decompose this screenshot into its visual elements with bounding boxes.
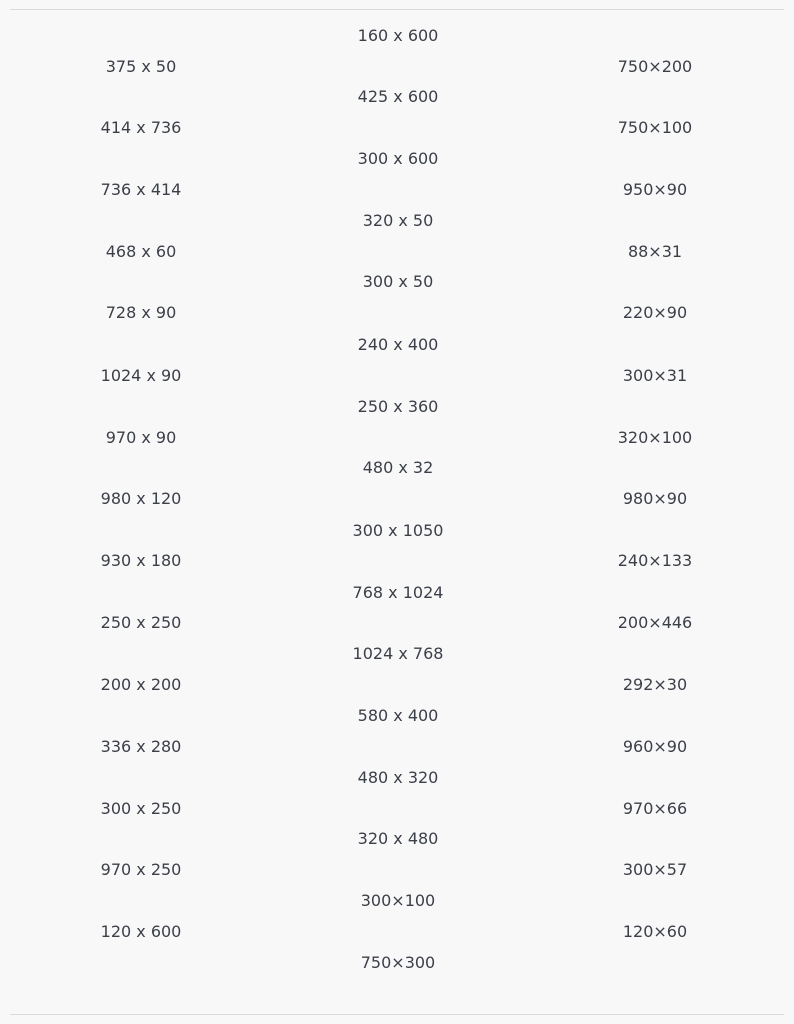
list-item: 300×100 (360, 891, 436, 910)
list-item: 240 x 400 (357, 335, 439, 354)
list-item: 728 x 90 (105, 303, 177, 322)
list-item: 1024 x 768 (352, 644, 444, 663)
list-item: 750×200 (617, 57, 693, 76)
list-item: 250 x 360 (357, 397, 439, 416)
list-item: 300×31 (622, 366, 688, 385)
list-item: 768 x 1024 (352, 583, 444, 602)
list-item: 1024 x 90 (100, 366, 182, 385)
list-item: 300 x 1050 (352, 521, 444, 540)
list-item: 292×30 (622, 675, 688, 694)
list-item: 750×100 (617, 118, 693, 137)
list-item: 414 x 736 (100, 118, 182, 137)
list-item: 336 x 280 (100, 737, 182, 756)
list-item: 320 x 480 (357, 829, 439, 848)
list-item: 468 x 60 (105, 242, 177, 261)
list-item: 220×90 (622, 303, 688, 322)
bottom-divider (10, 1014, 784, 1015)
list-item: 320 x 50 (362, 211, 434, 230)
list-item: 580 x 400 (357, 706, 439, 725)
list-item: 200×446 (617, 613, 693, 632)
list-item: 970 x 90 (105, 428, 177, 447)
list-item: 930 x 180 (100, 551, 182, 570)
list-item: 480 x 32 (362, 458, 434, 477)
list-item: 425 x 600 (357, 87, 439, 106)
list-item: 300 x 600 (357, 149, 439, 168)
list-item: 375 x 50 (105, 57, 177, 76)
list-item: 480 x 320 (357, 768, 439, 787)
list-item: 980 x 120 (100, 489, 182, 508)
list-item: 950×90 (622, 180, 688, 199)
list-item: 750×300 (360, 953, 436, 972)
list-item: 970 x 250 (100, 860, 182, 879)
list-item: 736 x 414 (100, 180, 182, 199)
list-item: 250 x 250 (100, 613, 182, 632)
list-item: 300 x 250 (100, 799, 182, 818)
list-item: 960×90 (622, 737, 688, 756)
list-item: 120 x 600 (100, 922, 182, 941)
list-item: 200 x 200 (100, 675, 182, 694)
list-item: 120×60 (622, 922, 688, 941)
list-item: 160 x 600 (357, 26, 439, 45)
list-item: 300 x 50 (362, 272, 434, 291)
list-item: 980×90 (622, 489, 688, 508)
list-item: 300×57 (622, 860, 688, 879)
list-item: 240×133 (617, 551, 693, 570)
list-item: 88×31 (627, 242, 683, 261)
list-item: 320×100 (617, 428, 693, 447)
list-item: 970×66 (622, 799, 688, 818)
